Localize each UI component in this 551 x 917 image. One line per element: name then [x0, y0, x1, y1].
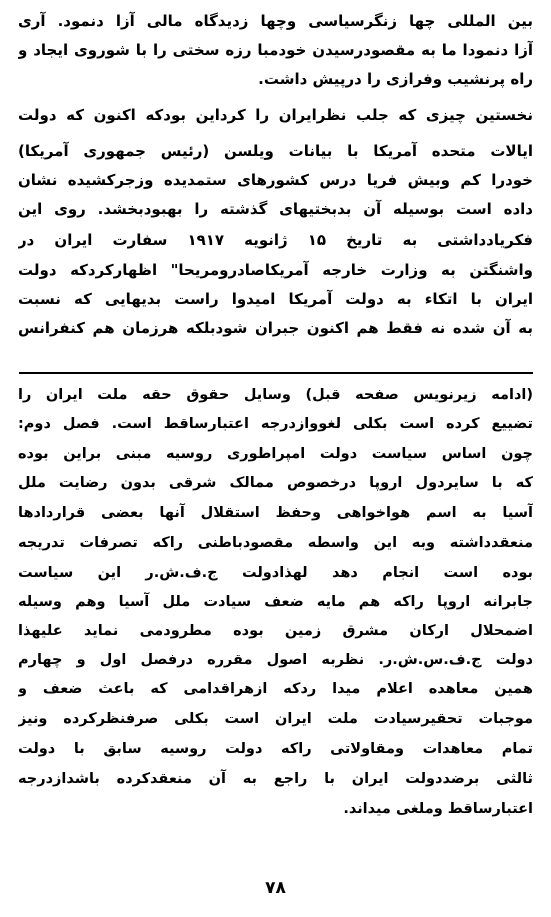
- footnote-line: ثالثی برضددولت ایران با راجع به آن منعقدکرده باشدازدرجه: [18, 771, 533, 787]
- footnote-line: آسیا به اسم هواخواهی وحفظ استقلال آنها بعضی قراردادها: [18, 505, 533, 521]
- footnote-line: منعقدداشته وبه این واسطه مقصودباطنی راکه تصرفات تدریجه: [18, 535, 533, 551]
- footnote-line: جابرانه اروپا راکه هم مایه ضعف سیادت ملل آسیا وهم وسیله: [18, 594, 533, 610]
- footnote-line: همین معاهده اعلام میدا ردکه ازهراقدامی که باعث ضعف و: [18, 681, 533, 697]
- main-line: بین المللی چها زنگرسیاسی وچها زدیدگاه مالی آزا دنمود. آری: [18, 12, 533, 30]
- main-line: آزا دنمودا ما به مقصودرسیدن خودمبا رزه سختی را با شوروی ایجاد و: [18, 41, 533, 59]
- footnote-line: اعتبارساقط وملغی میداند.: [343, 801, 533, 817]
- main-line: نخستین چیزی که جلب نظرایران را کرداین بودکه اکنون که دولت: [18, 106, 533, 124]
- main-line: ایالات متحده آمریکا با بیانات ویلسن (رئیس جمهوری آمریکا): [18, 142, 533, 160]
- main-line: ایران با اتکاء به دولت آمریکا امیدوا راست بدیهایی که نسبت: [18, 290, 533, 308]
- footnote-line: موجبات تحقیرسیادت ملت ایران است بکلی صرفنظرکرده ونیز: [18, 711, 533, 727]
- footnote-separator: [19, 372, 533, 374]
- footnote-line: چون اساس سیاست دولت امپراطوری روسیه مبنی براین بوده: [18, 446, 533, 462]
- main-line: راه پرنشیب وفرازی را درپیش داشت.: [258, 70, 533, 88]
- footnote-line: تضییع کرده است بکلی لغووازدرجه اعتبارساقط است. فصل دوم:: [18, 416, 533, 432]
- footnote-line: (ادامه زیرنویس صفحه قبل) وسایل حقوق حقه ملت ایران را: [18, 387, 533, 403]
- main-line: داده است بوسیله آن بدبختیهای گذشته را بهبودبخشد. روی این: [18, 200, 533, 218]
- footnote-line: دولت ج.ف.س.ش.ر. نظربه اصول مقرره درفصل اول و چهارم: [18, 652, 533, 668]
- main-line: فکریادداشتی به تاریخ ۱۵ ژانویه ۱۹۱۷ سفارت ایران در: [18, 231, 533, 249]
- page-number: ۷۸: [265, 878, 286, 898]
- main-line: واشنگتن به وزارت خارجه آمریکاصادرومریحا" اظهارکردکه دولت: [18, 261, 533, 279]
- footnote-line: اضمحلال ارکان مشرق زمین بوده مطرودمی نماید علیهذا: [18, 623, 533, 639]
- main-line: به آن شده نه فقط هم اکنون جبران شودبلکه هرزمان هم کنفرانس: [18, 319, 533, 337]
- main-line: خودرا کم وبیش فریا درس کشورهای ستمدیده وزجرکشیده نشان: [18, 171, 533, 189]
- footnote-line: تمام معاهدات ومقاولاتی راکه دولت روسیه سابق با دولت: [18, 741, 533, 757]
- footnote-line: بوده است انجام دهد لهذادولت ج.ف.ش.ر این سیاست: [18, 565, 533, 581]
- footnote-line: که با سایردول اروپا درخصوص ممالک شرقی بدون رضایت ملل: [18, 475, 533, 491]
